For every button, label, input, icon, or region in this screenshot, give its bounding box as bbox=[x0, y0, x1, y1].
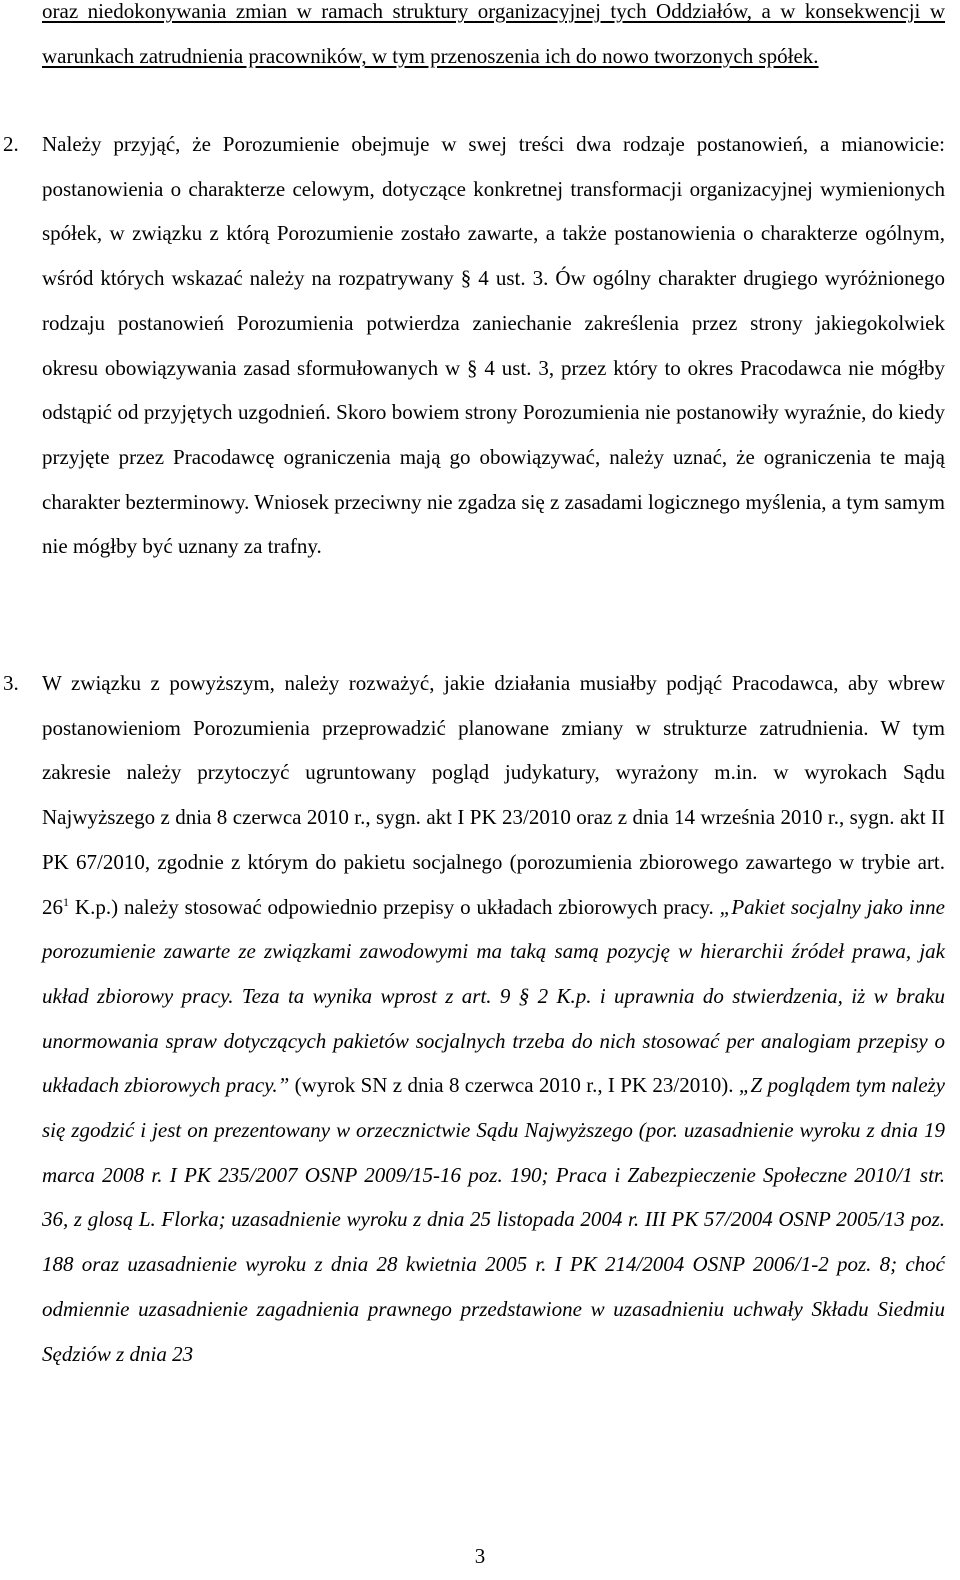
page-number: 3 bbox=[474, 1544, 486, 1568]
item-3-number: 3. bbox=[3, 671, 19, 695]
item-2-paragraph: Należy przyjąć, że Porozumienie obejmuje w swej treści dwa rodzaje postanowień, a mianowicie: postanowienia o charakterze celowym, dotyczące konkretnej transformacji organizacyjnej wymienionych spółek, w związku z którą Porozumienie zostało zawarte, a także postanowienia o charakterze ogólnym, wśród których wskazać należy na rozpatrywany § 4 ust. 3. Ów ogólny charakter drugiego wyróżnionego rodzaju postanowień Porozumienia potwierdza zaniechanie zakreślenia przez strony jakiegokolwiek okresu obowiązywania zasad sformułowanych w § 4 ust. 3, przez który to okres Pracodawca nie mógłby odstąpić od przyjętych uzgodnień. Skoro bowiem strony Porozumienia nie postanowiły wyraźnie, do kiedy przyjęte przez Pracodawcę ograniczenia mają go obowiązywać, należy uznać, że ograniczenia te mają charakter bezterminowy. Wniosek przeciwny nie zgadza się z zasadami logicznego myślenia, a tym samym nie mógłby być uznany za trafny. bbox=[42, 132, 945, 559]
item-3-text-b: K.p.) należy stosować odpowiednio przepisy o układach zbiorowych pracy. bbox=[69, 894, 720, 919]
item-3-quote-1: „Pakiet socjalny jako inne porozumienie zawarte ze związkami zawodowymi ma taką samą pozycję w hierarchii źródeł prawa, jak układ zbiorowy pracy. Teza ta wynika wprost z art. 9 § 2 K.p. i uprawnia do stwierdzenia, iż w braku unormowania spraw dotyczących pakietów socjalnych trzeba do nich stosować per analogiam przepisy o układach zbiorowych pracy.” bbox=[42, 894, 945, 1098]
item-3-paragraph bbox=[42, 661, 945, 1376]
item-3-citation-1: (wyrok SN z dnia 8 czerwca 2010 r., I PK 23/2010). bbox=[289, 1073, 739, 1098]
item-3-text-a: W związku z powyższym, należy rozważyć, jakie działania musiałby podjąć Pracodawca, aby wbrew postanowieniom Porozumienia przeprowadzić planowane zmiany w strukturze zatrudnienia. W tym zakresie należy przytoczyć ugruntowany pogląd judykatury, wyrażony m.in. w wyrokach Sądu Najwyższego z dnia 8 czerwca 2010 r., sygn. akt I PK 23/2010 oraz z dnia 14 września 2010 r., sygn. akt II PK 67/2010, zgodnie z którym do pakietu socjalnego (porozumienia zbiorowego zawartego w trybie art. 26 bbox=[42, 671, 945, 919]
item-3-superscript: 1 bbox=[63, 894, 69, 909]
intro-paragraph: oraz niedokonywania zmian w ramach struktury organizacyjnej tych Oddziałów, a w konsekwencji w warunkach zatrudnienia pracowników, w tym przenoszenia ich do nowo tworzonych spółek. bbox=[42, 0, 945, 68]
item-2-number: 2. bbox=[3, 132, 19, 156]
item-3-quote-2: „Z poglądem tym należy się zgodzić i jest on prezentowany w orzecznictwie Sądu Najwyższego (por. uzasadnienie wyroku z dnia 19 marca 2008 r. I PK 235/2007 OSNP 2009/15-16 poz. 190; Praca i Zabezpieczenie Społeczne 2010/1 str. 36, z glosą L. Florka; uzasadnienie wyroku z dnia 25 listopada 2004 r. III PK 57/2004 OSNP 2005/13 poz. 188 oraz uzasadnienie wyroku z dnia 28 kwietnia 2005 r. I PK 214/2004 OSNP 2006/1-2 poz. 8; choć odmiennie uzasadnienie zagadnienia prawnego przedstawione w uzasadnieniu uchwały Składu Siedmiu Sędziów z dnia 23 bbox=[42, 1073, 946, 1366]
